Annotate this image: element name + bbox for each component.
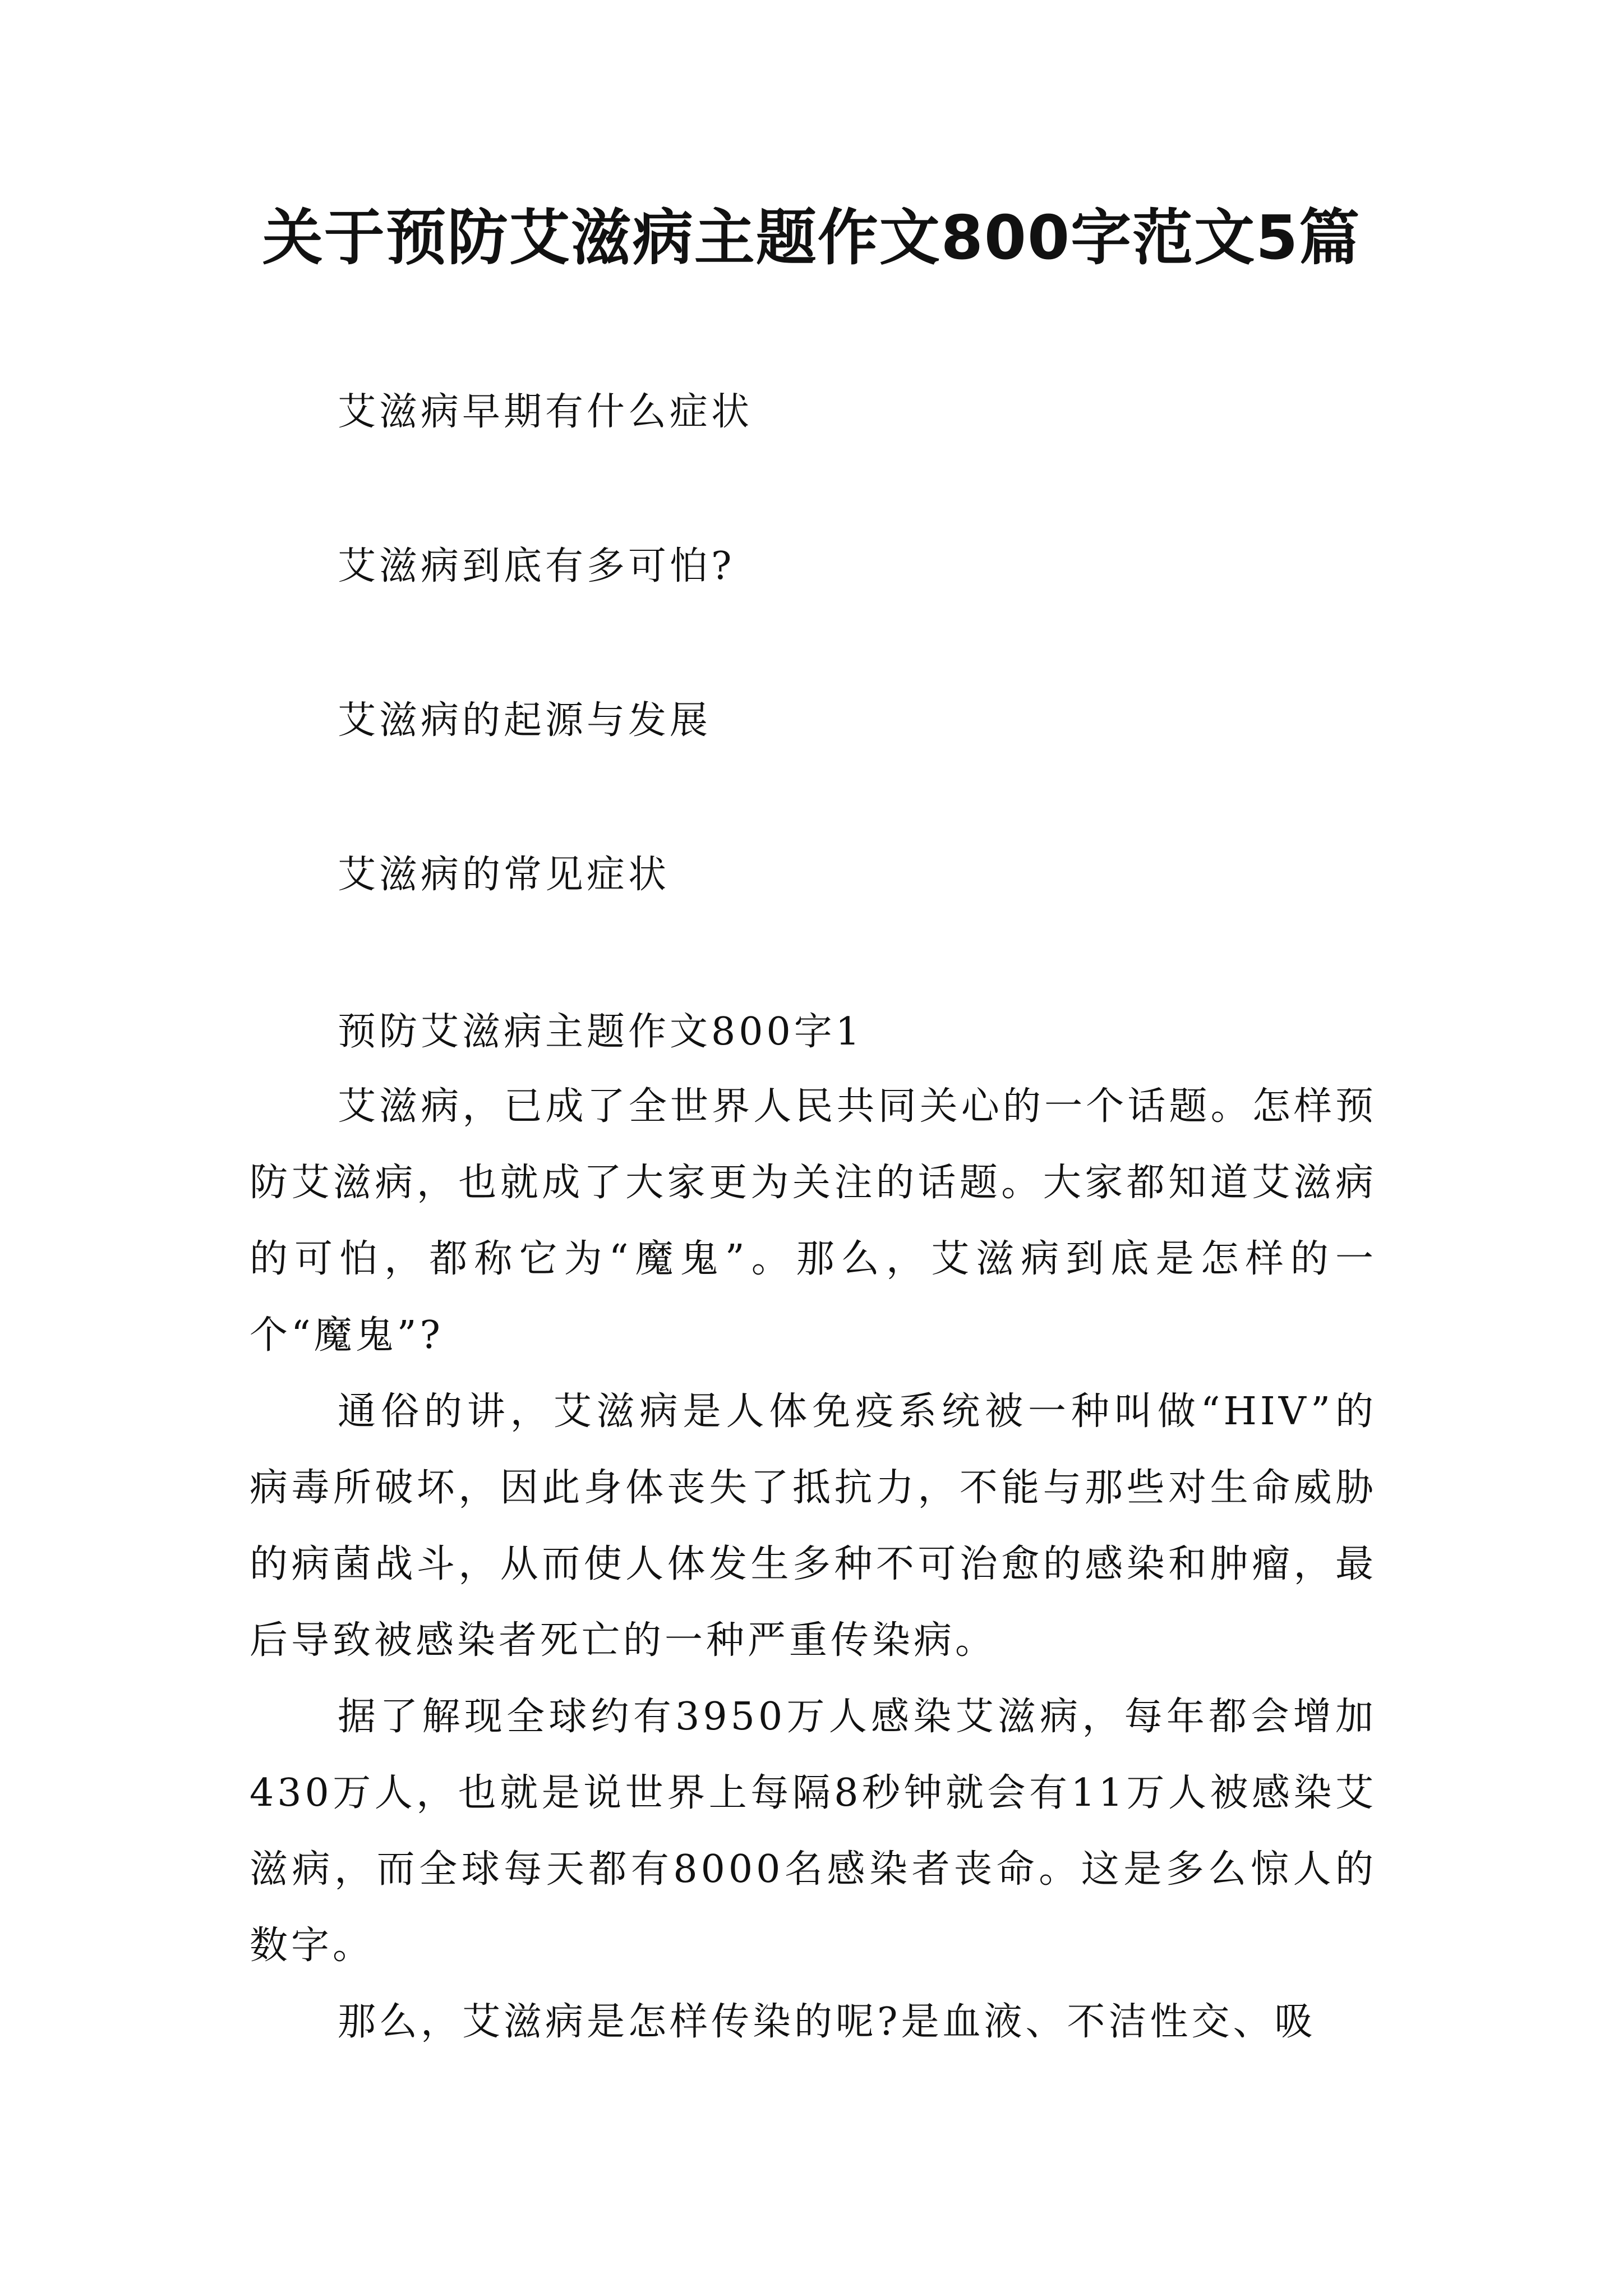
toc-item-early-symptoms: 艾滋病早期有什么症状	[338, 390, 753, 434]
toc-item-origin: 艾滋病的起源与发展	[338, 698, 712, 743]
paragraph: 通俗的讲，艾滋病是人体免疫系统被一种叫做“HIV”的病毒所破坏，因此身体丧失了抵抗力，不能与那些对生命威胁的病菌战斗，从而使人体发生多种不可治愈的感染和肿瘤，最后导致被感染者死亡的一种严重传染病。	[250, 1389, 1377, 1663]
section-heading: 预防艾滋病主题作文800字1	[338, 1010, 864, 1054]
paragraph: 据了解现全球约有3950万人感染艾滋病，每年都会增加430万人，也就是说世界上每隔8秒钟就会有11万人被感染艾滋病，而全球每天都有8000名感染者丧命。这是多么惊人的数字。	[250, 1695, 1377, 1968]
essay-body	[250, 1069, 1377, 2060]
toc-item-how-scary: 艾滋病到底有多可怕?	[338, 544, 735, 588]
paragraph: 艾滋病，已成了全世界人民共同关心的一个话题。怎样预防艾滋病，也就成了大家更为关注的话题。大家都知道艾滋病的可怕，都称它为“魔鬼”。那么，艾滋病到底是怎样的一个“魔鬼”?	[250, 1084, 1377, 1358]
toc-item-common-symptoms: 艾滋病的常见症状	[338, 853, 670, 897]
paragraph: 那么，艾滋病是怎样传染的呢?是血液、不洁性交、吸	[338, 2000, 1316, 2044]
document-title: 关于预防艾滋病主题作文800字范文5篇	[262, 203, 1361, 273]
